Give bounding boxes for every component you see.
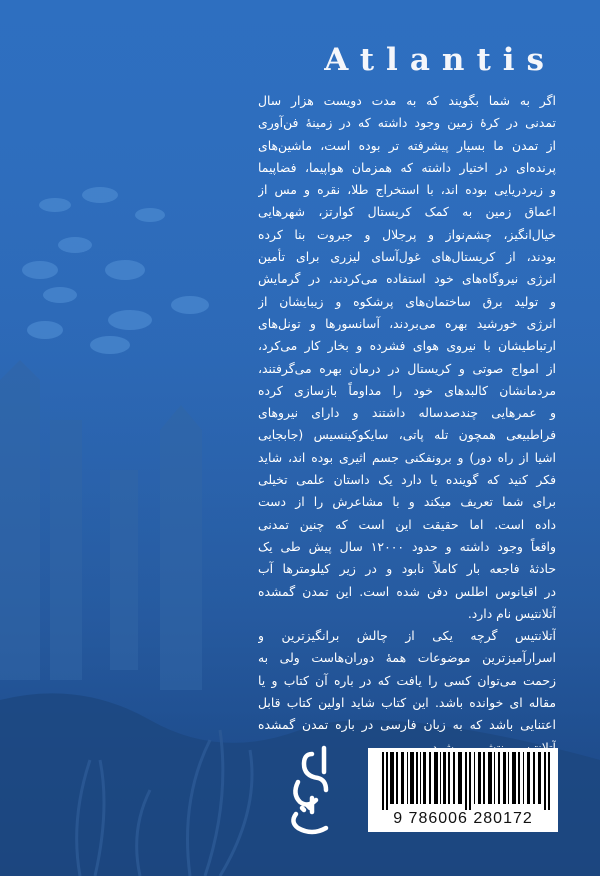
- text-line: تمدنی در کرهٔ زمین وجود داشته که در زمینهٔ فن‌آوری: [258, 115, 556, 131]
- text-line: فکر کنید که گوینده یا دارد یک داستان علمی تخیلی: [258, 472, 556, 488]
- text-line: مقاله ای خوانده باشد. این کتاب شاید اولین کتاب قابل: [258, 695, 556, 711]
- text-line: از تمدن ما بسیار پیشرفته تر بوده است، ماشین‌های: [258, 137, 556, 153]
- text-line: واقعاً وجود داشته و حدود ۱۲۰۰۰ سال پیش طی یک: [258, 538, 556, 554]
- text-line: پرنده‌ای در اختیار داشته که همزمان هواپیما، فضاپیما: [258, 159, 556, 175]
- book-title: Atlantis: [324, 42, 556, 78]
- text-line: انرژی خورشید بهره می‌بردند، آسانسورها و تونل‌های: [258, 315, 556, 331]
- publisher-logo: [282, 742, 340, 840]
- text-line: آتلانتیس گرچه یکی از چالش برانگیزترین و: [258, 628, 556, 644]
- text-line: اشیا از راه دور) و برونفکنی جسم اثیری بوده اند، شاید: [258, 449, 556, 465]
- barcode-bars: [382, 752, 554, 810]
- text-line: اعماق زمین به کمک کریستال کوارتز، شهرهایی: [258, 204, 556, 220]
- text-line: حادثهٔ فاجعه بار کاملاً نابود و در زیر کیلومترها آب: [258, 561, 556, 577]
- text-line: از امواج صوتی و کریستال در درمان بهره می‌گرفتند،: [258, 360, 556, 376]
- isbn-barcode: [368, 748, 558, 832]
- paragraph-1: [258, 90, 556, 625]
- back-cover-blurb: [258, 90, 556, 759]
- text-line: و زیردریایی بوده اند، با استخراج طلا، نقره و مس از: [258, 182, 556, 198]
- text-line: و عمرهایی چندصدساله داشتند و دارای نیروهای: [258, 405, 556, 421]
- text-line: زحمت می‌توان کسی را یافت که در باره آن کتاب و یا: [258, 672, 556, 688]
- text-line: بودند، از کریستال‌های غول‌آسای لیزری برای تأمین: [258, 249, 556, 265]
- text-line: خیال‌انگیز، چشم‌نواز و پرجلال و جبروت بنا کرده: [258, 226, 556, 242]
- text-line: برای شما تعریف میکند و با مشاعرش را از دست: [258, 494, 556, 510]
- text-line: داده است. اما حقیقت این است که چنین تمدنی: [258, 516, 556, 532]
- text-line: فراطبیعی همچون تله پاتی، سایکوکینسیس (جابجایی: [258, 427, 556, 443]
- text-line: اعتنایی باشد که به زبان فارسی در باره تمدن گمشده: [258, 717, 556, 733]
- text-line: آتلانتیس نام دارد.: [467, 605, 556, 621]
- paragraph-2: [258, 625, 556, 759]
- text-line: و تولید برق ساختمان‌های پرشکوه و زیبایشان از: [258, 293, 556, 309]
- text-line: اسرارآمیزترین موضوعات همهٔ دوران‌هاست ولی به: [258, 650, 556, 666]
- text-line: مردمانشان کالبدهای خود را مداوماً بازسازی کرده: [258, 382, 556, 398]
- text-line: اگر به شما بگویند که به مدت دویست هزار سال: [258, 93, 556, 108]
- text-line: ارتباطیشان با نیروی هوای فشرده و بخار کار می‌کرد،: [258, 338, 556, 354]
- isbn-number: 9 786006 280172: [393, 810, 533, 827]
- text-line: در اقیانوس اطلس دفن شده است. این تمدن گمشده: [258, 583, 556, 599]
- text-line: انرژی نیروگاه‌های خود استفاده می‌کردند، در گرمایش: [258, 271, 556, 287]
